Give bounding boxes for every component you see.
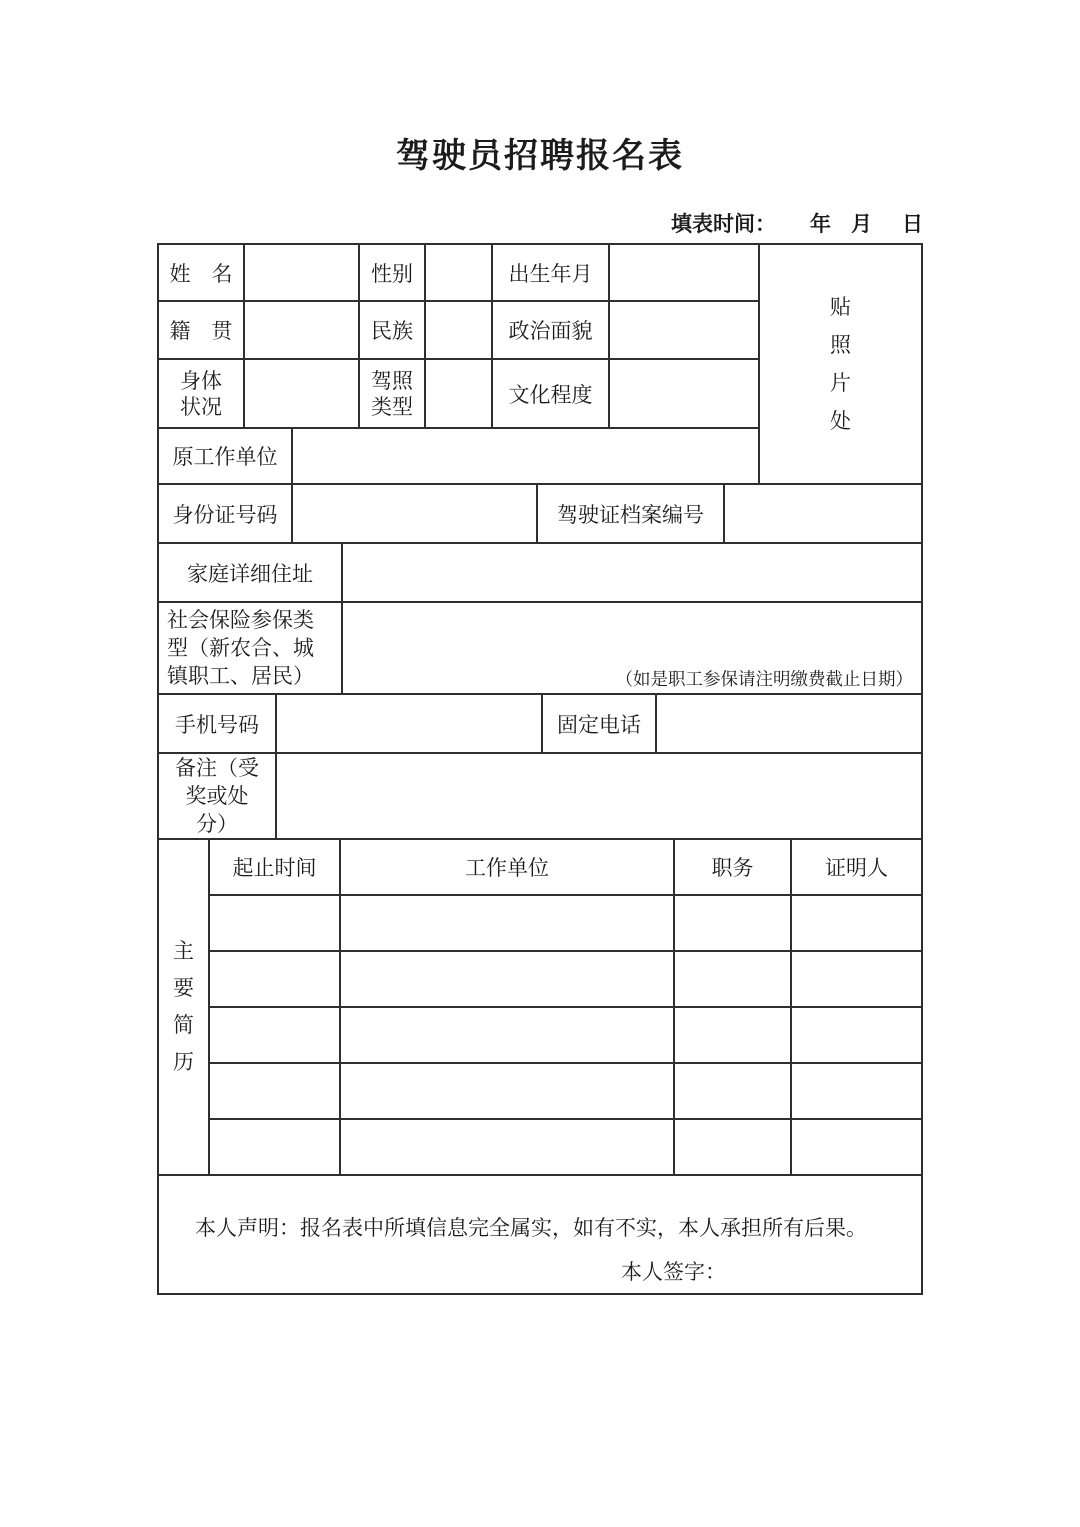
history-reference-cell[interactable] <box>792 952 921 1008</box>
photo-area-cell: 贴 照 片 处 <box>758 245 921 483</box>
id-number-value-cell[interactable] <box>293 485 538 542</box>
license-type-label-cell: 驾照 类型 <box>360 360 426 427</box>
political-status-label-cell: 政治面貌 <box>493 302 610 358</box>
history-row <box>210 1120 921 1174</box>
remark-label-cell: 备注（受 奖或处 分） <box>159 754 277 838</box>
history-row <box>210 1008 921 1064</box>
insurance-note: （如是职工参保请注明缴费截止日期） <box>615 669 913 689</box>
license-type-value-cell[interactable] <box>426 360 493 427</box>
work-history-section <box>159 840 921 1176</box>
history-period-cell[interactable] <box>210 1008 341 1064</box>
fill-time-line <box>157 210 923 238</box>
history-position-cell[interactable] <box>675 1064 792 1120</box>
history-employer-cell[interactable] <box>341 1064 675 1120</box>
id-number-label-cell: 身份证号码 <box>159 485 293 542</box>
license-file-number-value-cell[interactable] <box>725 485 921 542</box>
ethnicity-value-cell[interactable] <box>426 302 493 358</box>
gender-value-cell[interactable] <box>426 245 493 300</box>
history-position-cell[interactable] <box>675 1008 792 1064</box>
basic-info-section <box>159 245 921 485</box>
history-period-cell[interactable] <box>210 1120 341 1174</box>
mobile-label-cell: 手机号码 <box>159 695 277 752</box>
name-label-cell: 姓 名 <box>159 245 245 300</box>
mobile-value-cell[interactable] <box>277 695 543 752</box>
birth-date-value-cell[interactable] <box>610 245 758 300</box>
former-employer-value-cell[interactable] <box>293 429 758 483</box>
history-period-cell[interactable] <box>210 1064 341 1120</box>
history-row <box>210 1064 921 1120</box>
history-reference-cell[interactable] <box>792 896 921 952</box>
fill-time-day-label: 日 <box>902 212 923 236</box>
history-header-row <box>210 840 921 896</box>
history-employer-cell[interactable] <box>341 896 675 952</box>
application-form-table <box>157 243 923 1295</box>
history-header-employer: 工作单位 <box>341 840 675 894</box>
ethnicity-label-cell: 民族 <box>360 302 426 358</box>
landline-label-cell: 固定电话 <box>543 695 657 752</box>
history-period-cell[interactable] <box>210 952 341 1008</box>
birth-date-label-cell: 出生年月 <box>493 245 610 300</box>
history-reference-cell[interactable] <box>792 1120 921 1174</box>
insurance-type-label-cell: 社会保险参保类 型（新农合、城 镇职工、居民） <box>159 603 343 693</box>
education-label-cell: 文化程度 <box>493 360 610 427</box>
history-row <box>210 896 921 952</box>
name-value-cell[interactable] <box>245 245 360 300</box>
declaration-section <box>159 1176 921 1293</box>
native-place-value-cell[interactable] <box>245 302 360 358</box>
home-address-label-cell: 家庭详细住址 <box>159 544 343 601</box>
health-status-value-cell[interactable] <box>245 360 360 427</box>
history-header-reference: 证明人 <box>825 856 888 880</box>
history-header-position: 职务 <box>675 840 792 894</box>
history-header-period: 起止时间 <box>210 840 341 894</box>
history-employer-cell[interactable] <box>341 1120 675 1174</box>
home-address-value-cell[interactable] <box>343 544 921 601</box>
history-blank-rows <box>210 896 921 1174</box>
health-status-label-cell: 身体 状况 <box>159 360 245 427</box>
fill-time-year-label: 年 <box>810 212 831 236</box>
former-employer-label-cell: 原工作单位 <box>159 429 293 483</box>
fill-time-month-label: 月 <box>851 212 872 236</box>
history-employer-cell[interactable] <box>341 952 675 1008</box>
history-reference-cell[interactable] <box>792 1064 921 1120</box>
history-side-label: 主 要 简 历 <box>159 840 210 1174</box>
license-file-number-label-cell: 驾驶证档案编号 <box>538 485 725 542</box>
history-position-cell[interactable] <box>675 1120 792 1174</box>
fill-time-label: 填表时间： <box>671 212 776 236</box>
insurance-type-value-cell[interactable] <box>343 603 921 693</box>
gender-label-cell: 性别 <box>360 245 426 300</box>
remark-value-cell[interactable] <box>277 754 921 838</box>
history-position-cell[interactable] <box>675 896 792 952</box>
history-row <box>210 952 921 1008</box>
history-position-cell[interactable] <box>675 952 792 1008</box>
declaration-text: 本人声明：报名表中所填信息完全属实，如有不实，本人承担所有后果。 <box>195 1216 867 1240</box>
landline-value-cell[interactable] <box>657 695 921 752</box>
education-value-cell[interactable] <box>610 360 758 427</box>
page-title: 驾驶员招聘报名表 <box>396 138 684 175</box>
political-status-value-cell[interactable] <box>610 302 758 358</box>
history-reference-cell[interactable] <box>792 1008 921 1064</box>
history-employer-cell[interactable] <box>341 1008 675 1064</box>
native-place-label-cell: 籍 贯 <box>159 302 245 358</box>
history-period-cell[interactable] <box>210 896 341 952</box>
signature-label: 本人签字： <box>621 1260 726 1284</box>
